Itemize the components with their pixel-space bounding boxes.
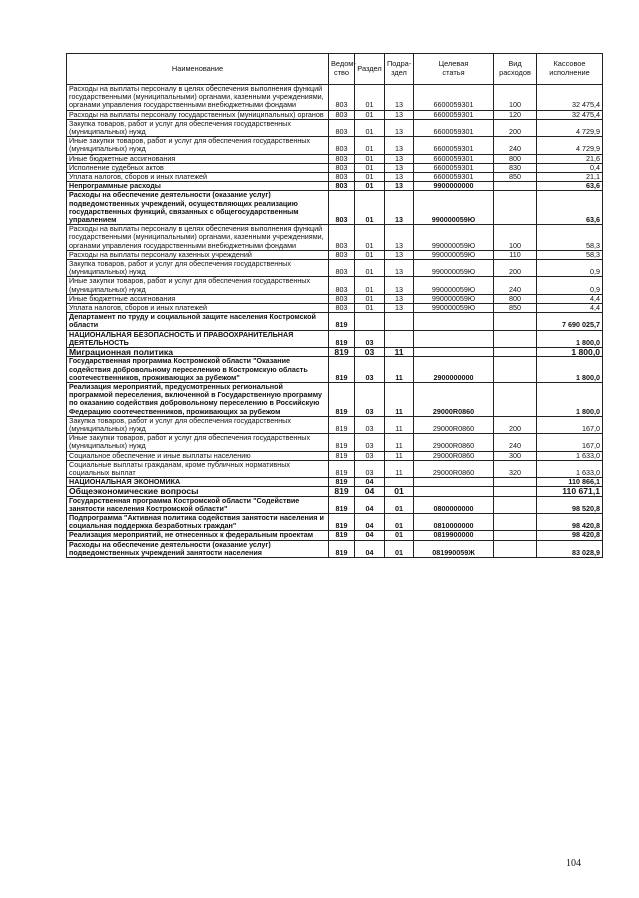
cell-vid <box>494 513 537 530</box>
cell-name: Миграционная политика <box>67 348 329 357</box>
cell-podrazdel: 11 <box>385 382 414 416</box>
cell-ispolnenie: 4,4 <box>537 304 603 313</box>
cell-vedomstvo: 803 <box>329 294 355 303</box>
cell-ispolnenie: 83 028,9 <box>537 540 603 557</box>
cell-name: Реализация мероприятий, не отнесенных к федеральным проектам <box>67 531 329 540</box>
cell-razdel: 01 <box>355 163 385 172</box>
cell-celevaya <box>414 330 494 347</box>
cell-podrazdel: 13 <box>385 173 414 182</box>
cell-podrazdel: 13 <box>385 294 414 303</box>
cell-vedomstvo: 819 <box>329 531 355 540</box>
cell-podrazdel: 13 <box>385 225 414 251</box>
cell-vedomstvo: 803 <box>329 304 355 313</box>
cell-razdel: 01 <box>355 137 385 154</box>
cell-vedomstvo: 819 <box>329 416 355 433</box>
cell-vid: 120 <box>494 110 537 119</box>
cell-ispolnenie: 1 633,0 <box>537 451 603 460</box>
cell-name: Подпрограмма "Активная политика содействия занятости населения и социальная поддержка безработных граждан" <box>67 513 329 530</box>
cell-celevaya <box>414 348 494 357</box>
cell-ispolnenie: 0,9 <box>537 260 603 277</box>
header-vid: Вид расходов <box>494 54 537 85</box>
cell-vid: 320 <box>494 460 537 477</box>
cell-vid: 830 <box>494 163 537 172</box>
cell-razdel: 03 <box>355 348 385 357</box>
table-row <box>67 487 603 496</box>
cell-name: Непрограммные расходы <box>67 182 329 191</box>
cell-vid: 200 <box>494 260 537 277</box>
table-row <box>67 496 603 513</box>
cell-vedomstvo: 803 <box>329 173 355 182</box>
cell-podrazdel <box>385 313 414 330</box>
cell-razdel: 03 <box>355 330 385 347</box>
cell-vid: 240 <box>494 434 537 451</box>
cell-podrazdel: 13 <box>385 110 414 119</box>
cell-celevaya: 29000R0860 <box>414 434 494 451</box>
cell-celevaya: 6600059301 <box>414 85 494 111</box>
cell-podrazdel: 13 <box>385 154 414 163</box>
cell-razdel: 04 <box>355 540 385 557</box>
cell-vedomstvo: 803 <box>329 110 355 119</box>
cell-celevaya: 0800000000 <box>414 496 494 513</box>
cell-vedomstvo: 803 <box>329 260 355 277</box>
cell-vedomstvo: 819 <box>329 451 355 460</box>
cell-razdel: 01 <box>355 277 385 294</box>
cell-razdel: 03 <box>355 416 385 433</box>
cell-name: Закупка товаров, работ и услуг для обеспечения государственных (муниципальных) нужд <box>67 260 329 277</box>
cell-ispolnenie: 167,0 <box>537 434 603 451</box>
cell-celevaya: 2900000000 <box>414 357 494 383</box>
table-row <box>67 110 603 119</box>
cell-vid: 850 <box>494 173 537 182</box>
cell-ispolnenie: 7 690 025,7 <box>537 313 603 330</box>
table-row <box>67 451 603 460</box>
cell-celevaya: 29000R0860 <box>414 460 494 477</box>
cell-podrazdel: 13 <box>385 182 414 191</box>
cell-razdel: 03 <box>355 434 385 451</box>
cell-name: Исполнение судебных актов <box>67 163 329 172</box>
page-number: 104 <box>566 858 581 869</box>
cell-razdel: 01 <box>355 110 385 119</box>
cell-ispolnenie: 32 475,4 <box>537 110 603 119</box>
cell-name: Уплата налогов, сборов и иных платежей <box>67 304 329 313</box>
header-vedomstvo: Ведом- ство <box>329 54 355 85</box>
cell-vedomstvo: 803 <box>329 225 355 251</box>
cell-vid: 110 <box>494 250 537 259</box>
cell-vid <box>494 330 537 347</box>
cell-celevaya: 990000059Ю <box>414 191 494 225</box>
table-row <box>67 540 603 557</box>
table-row <box>67 460 603 477</box>
cell-ispolnenie: 110 866,1 <box>537 478 603 487</box>
cell-vid <box>494 313 537 330</box>
cell-celevaya: 6600059301 <box>414 173 494 182</box>
cell-celevaya: 990000059Ю <box>414 260 494 277</box>
cell-vid <box>494 191 537 225</box>
cell-ispolnenie: 1 633,0 <box>537 460 603 477</box>
cell-podrazdel: 11 <box>385 416 414 433</box>
table-row <box>67 191 603 225</box>
cell-ispolnenie: 1 800,0 <box>537 330 603 347</box>
cell-ispolnenie: 63,6 <box>537 191 603 225</box>
cell-vedomstvo: 803 <box>329 85 355 111</box>
cell-vid <box>494 478 537 487</box>
cell-razdel: 03 <box>355 451 385 460</box>
cell-name: Общеэкономические вопросы <box>67 487 329 496</box>
cell-razdel: 01 <box>355 182 385 191</box>
cell-name: Уплата налогов, сборов и иных платежей <box>67 173 329 182</box>
cell-vid <box>494 348 537 357</box>
cell-podrazdel: 13 <box>385 137 414 154</box>
cell-name: Иные закупки товаров, работ и услуг для обеспечения государственных (муниципальных) нужд <box>67 277 329 294</box>
cell-ispolnenie: 98 520,8 <box>537 496 603 513</box>
cell-celevaya: 990000059Ю <box>414 225 494 251</box>
cell-razdel: 03 <box>355 460 385 477</box>
cell-podrazdel: 13 <box>385 85 414 111</box>
cell-vedomstvo: 803 <box>329 154 355 163</box>
table-row <box>67 531 603 540</box>
cell-razdel: 01 <box>355 294 385 303</box>
cell-podrazdel: 01 <box>385 487 414 496</box>
cell-name: Иные бюджетные ассигнования <box>67 294 329 303</box>
cell-celevaya: 6600059301 <box>414 110 494 119</box>
cell-vedomstvo: 819 <box>329 357 355 383</box>
cell-vid <box>494 182 537 191</box>
cell-name: Расходы на обеспечение деятельности (оказание услуг) подведомственных учреждений, осуществляющих реализацию государственных функций, связанных с общегосударственным управлением <box>67 191 329 225</box>
cell-celevaya: 0819900000 <box>414 531 494 540</box>
cell-vid <box>494 496 537 513</box>
cell-podrazdel: 13 <box>385 119 414 136</box>
cell-name: Закупка товаров, работ и услуг для обеспечения государственных (муниципальных) нужд <box>67 119 329 136</box>
cell-celevaya: 990000059Ю <box>414 304 494 313</box>
cell-ispolnenie: 0,4 <box>537 163 603 172</box>
cell-ispolnenie: 58,3 <box>537 250 603 259</box>
header-celevaya: Целевая статья <box>414 54 494 85</box>
cell-vedomstvo: 819 <box>329 513 355 530</box>
cell-vid: 100 <box>494 85 537 111</box>
cell-razdel: 04 <box>355 496 385 513</box>
cell-vid: 240 <box>494 137 537 154</box>
cell-razdel: 01 <box>355 85 385 111</box>
cell-vid <box>494 382 537 416</box>
cell-ispolnenie: 21,1 <box>537 173 603 182</box>
table-row <box>67 85 603 111</box>
cell-razdel: 01 <box>355 173 385 182</box>
cell-name: Государственная программа Костромской области "Оказание содействия добровольному переселению в Костромскую область соотечественников, проживающих за рубежом" <box>67 357 329 383</box>
budget-table <box>66 53 603 558</box>
cell-celevaya: 0810000000 <box>414 513 494 530</box>
cell-vid <box>494 357 537 383</box>
cell-podrazdel: 13 <box>385 191 414 225</box>
cell-ispolnenie: 63,6 <box>537 182 603 191</box>
cell-razdel: 03 <box>355 382 385 416</box>
cell-vedomstvo: 803 <box>329 119 355 136</box>
cell-podrazdel: 13 <box>385 250 414 259</box>
cell-celevaya: 990000059Ю <box>414 250 494 259</box>
cell-celevaya: 29000R0860 <box>414 382 494 416</box>
cell-ispolnenie: 1 800,0 <box>537 382 603 416</box>
cell-celevaya: 990000059Ю <box>414 294 494 303</box>
table-row <box>67 416 603 433</box>
cell-vedomstvo: 803 <box>329 182 355 191</box>
cell-vid: 850 <box>494 304 537 313</box>
cell-name: Иные бюджетные ассигнования <box>67 154 329 163</box>
table-body <box>67 85 603 558</box>
cell-razdel: 04 <box>355 531 385 540</box>
cell-name: Департамент по труду и социальной защите населения Костромской области <box>67 313 329 330</box>
cell-podrazdel: 01 <box>385 540 414 557</box>
cell-name: Расходы на выплаты персоналу в целях обеспечения выполнения функций государственными (муниципальными) органами, казенными учреждениями, органами управления государственными внебюджетными фондами <box>67 85 329 111</box>
cell-razdel: 04 <box>355 487 385 496</box>
cell-razdel: 01 <box>355 260 385 277</box>
cell-name: Иные закупки товаров, работ и услуг для обеспечения государственных (муниципальных) нужд <box>67 137 329 154</box>
cell-razdel: 01 <box>355 250 385 259</box>
table-row <box>67 154 603 163</box>
cell-celevaya: 6600059301 <box>414 154 494 163</box>
cell-vid: 240 <box>494 277 537 294</box>
cell-razdel: 01 <box>355 191 385 225</box>
header-name: Наименование <box>67 54 329 85</box>
table-row <box>67 277 603 294</box>
cell-vedomstvo: 819 <box>329 540 355 557</box>
cell-name: НАЦИОНАЛЬНАЯ ЭКОНОМИКА <box>67 478 329 487</box>
cell-podrazdel: 11 <box>385 357 414 383</box>
cell-celevaya: 081990059Ж <box>414 540 494 557</box>
table-row <box>67 357 603 383</box>
table-row <box>67 313 603 330</box>
cell-razdel: 04 <box>355 513 385 530</box>
cell-podrazdel <box>385 330 414 347</box>
cell-ispolnenie: 98 420,8 <box>537 531 603 540</box>
cell-ispolnenie: 32 475,4 <box>537 85 603 111</box>
cell-vedomstvo: 819 <box>329 330 355 347</box>
cell-celevaya: 29000R0860 <box>414 416 494 433</box>
cell-ispolnenie: 4 729,9 <box>537 119 603 136</box>
cell-podrazdel: 13 <box>385 163 414 172</box>
cell-razdel: 01 <box>355 225 385 251</box>
cell-podrazdel: 01 <box>385 531 414 540</box>
cell-vid: 200 <box>494 119 537 136</box>
cell-name: Социальное обеспечение и иные выплаты населению <box>67 451 329 460</box>
cell-razdel: 01 <box>355 119 385 136</box>
cell-name: Реализация мероприятий, предусмотренных региональной программой переселения, включенной в Государственную программу по оказанию содействия добровольному переселению в Российскую Федерацию соотечественников, проживающих за рубежом <box>67 382 329 416</box>
cell-celevaya: 6600059301 <box>414 163 494 172</box>
cell-vedomstvo: 803 <box>329 137 355 154</box>
cell-name: Социальные выплаты гражданам, кроме публичных нормативных социальных выплат <box>67 460 329 477</box>
cell-vedomstvo: 819 <box>329 382 355 416</box>
cell-podrazdel: 13 <box>385 260 414 277</box>
cell-ispolnenie: 21,6 <box>537 154 603 163</box>
cell-podrazdel: 11 <box>385 348 414 357</box>
cell-name: Закупка товаров, работ и услуг для обеспечения государственных (муниципальных) нужд <box>67 416 329 433</box>
table-header-row <box>67 54 603 85</box>
table-row <box>67 119 603 136</box>
cell-vid <box>494 540 537 557</box>
cell-celevaya <box>414 487 494 496</box>
cell-vid <box>494 487 537 496</box>
cell-vedomstvo: 819 <box>329 496 355 513</box>
cell-podrazdel: 01 <box>385 496 414 513</box>
cell-name: Расходы на выплаты персоналу в целях обеспечения выполнения функций государственными (муниципальными) органами, казенными учреждениями, органами управления государственными внебюджетными фондами <box>67 225 329 251</box>
cell-vedomstvo: 819 <box>329 478 355 487</box>
cell-celevaya <box>414 313 494 330</box>
cell-vedomstvo: 803 <box>329 250 355 259</box>
cell-razdel: 01 <box>355 154 385 163</box>
cell-name: Расходы на выплаты персоналу государственных (муниципальных) органов <box>67 110 329 119</box>
cell-podrazdel: 13 <box>385 304 414 313</box>
cell-ispolnenie: 167,0 <box>537 416 603 433</box>
cell-podrazdel: 13 <box>385 277 414 294</box>
cell-vid: 200 <box>494 416 537 433</box>
table-row <box>67 382 603 416</box>
cell-vedomstvo: 819 <box>329 434 355 451</box>
header-podrazdel: Подра- здел <box>385 54 414 85</box>
cell-ispolnenie: 1 800,0 <box>537 348 603 357</box>
cell-vedomstvo: 803 <box>329 191 355 225</box>
cell-ispolnenie: 58,3 <box>537 225 603 251</box>
table-row <box>67 513 603 530</box>
cell-razdel: 01 <box>355 304 385 313</box>
cell-name: Государственная программа Костромской области "Содействие занятости населения Костромской области" <box>67 496 329 513</box>
cell-podrazdel: 11 <box>385 451 414 460</box>
cell-celevaya: 6600059301 <box>414 137 494 154</box>
cell-celevaya: 9900000000 <box>414 182 494 191</box>
table-row <box>67 260 603 277</box>
cell-name: Расходы на выплаты персоналу казенных учреждений <box>67 250 329 259</box>
cell-ispolnenie: 1 800,0 <box>537 357 603 383</box>
cell-vedomstvo: 819 <box>329 313 355 330</box>
header-razdel: Раздел <box>355 54 385 85</box>
cell-ispolnenie: 4 729,9 <box>537 137 603 154</box>
cell-ispolnenie: 110 671,1 <box>537 487 603 496</box>
cell-celevaya: 29000R0860 <box>414 451 494 460</box>
cell-vid <box>494 531 537 540</box>
cell-vid: 100 <box>494 225 537 251</box>
cell-podrazdel: 11 <box>385 434 414 451</box>
cell-razdel: 04 <box>355 478 385 487</box>
cell-vid: 300 <box>494 451 537 460</box>
cell-celevaya: 990000059Ю <box>414 277 494 294</box>
cell-celevaya <box>414 478 494 487</box>
cell-ispolnenie: 4,4 <box>537 294 603 303</box>
cell-vedomstvo: 803 <box>329 163 355 172</box>
cell-celevaya: 6600059301 <box>414 119 494 136</box>
table-row <box>67 434 603 451</box>
table-row <box>67 330 603 347</box>
table-row <box>67 137 603 154</box>
cell-vedomstvo: 819 <box>329 460 355 477</box>
cell-vid: 800 <box>494 294 537 303</box>
cell-name: Иные закупки товаров, работ и услуг для обеспечения государственных (муниципальных) нужд <box>67 434 329 451</box>
cell-vid: 800 <box>494 154 537 163</box>
cell-vedomstvo: 819 <box>329 348 355 357</box>
table-row <box>67 225 603 251</box>
cell-podrazdel: 01 <box>385 513 414 530</box>
cell-razdel: 03 <box>355 357 385 383</box>
cell-name: НАЦИОНАЛЬНАЯ БЕЗОПАСНОСТЬ И ПРАВООХРАНИТЕЛЬНАЯ ДЕЯТЕЛЬНОСТЬ <box>67 330 329 347</box>
cell-name: Расходы на обеспечение деятельности (оказание услуг) подведомственных учреждений занятости населения <box>67 540 329 557</box>
cell-ispolnenie: 0,9 <box>537 277 603 294</box>
cell-ispolnenie: 98 420,8 <box>537 513 603 530</box>
cell-vedomstvo: 819 <box>329 487 355 496</box>
cell-razdel <box>355 313 385 330</box>
cell-podrazdel: 11 <box>385 460 414 477</box>
cell-vedomstvo: 803 <box>329 277 355 294</box>
header-ispolnenie: Кассовое исполнение <box>537 54 603 85</box>
